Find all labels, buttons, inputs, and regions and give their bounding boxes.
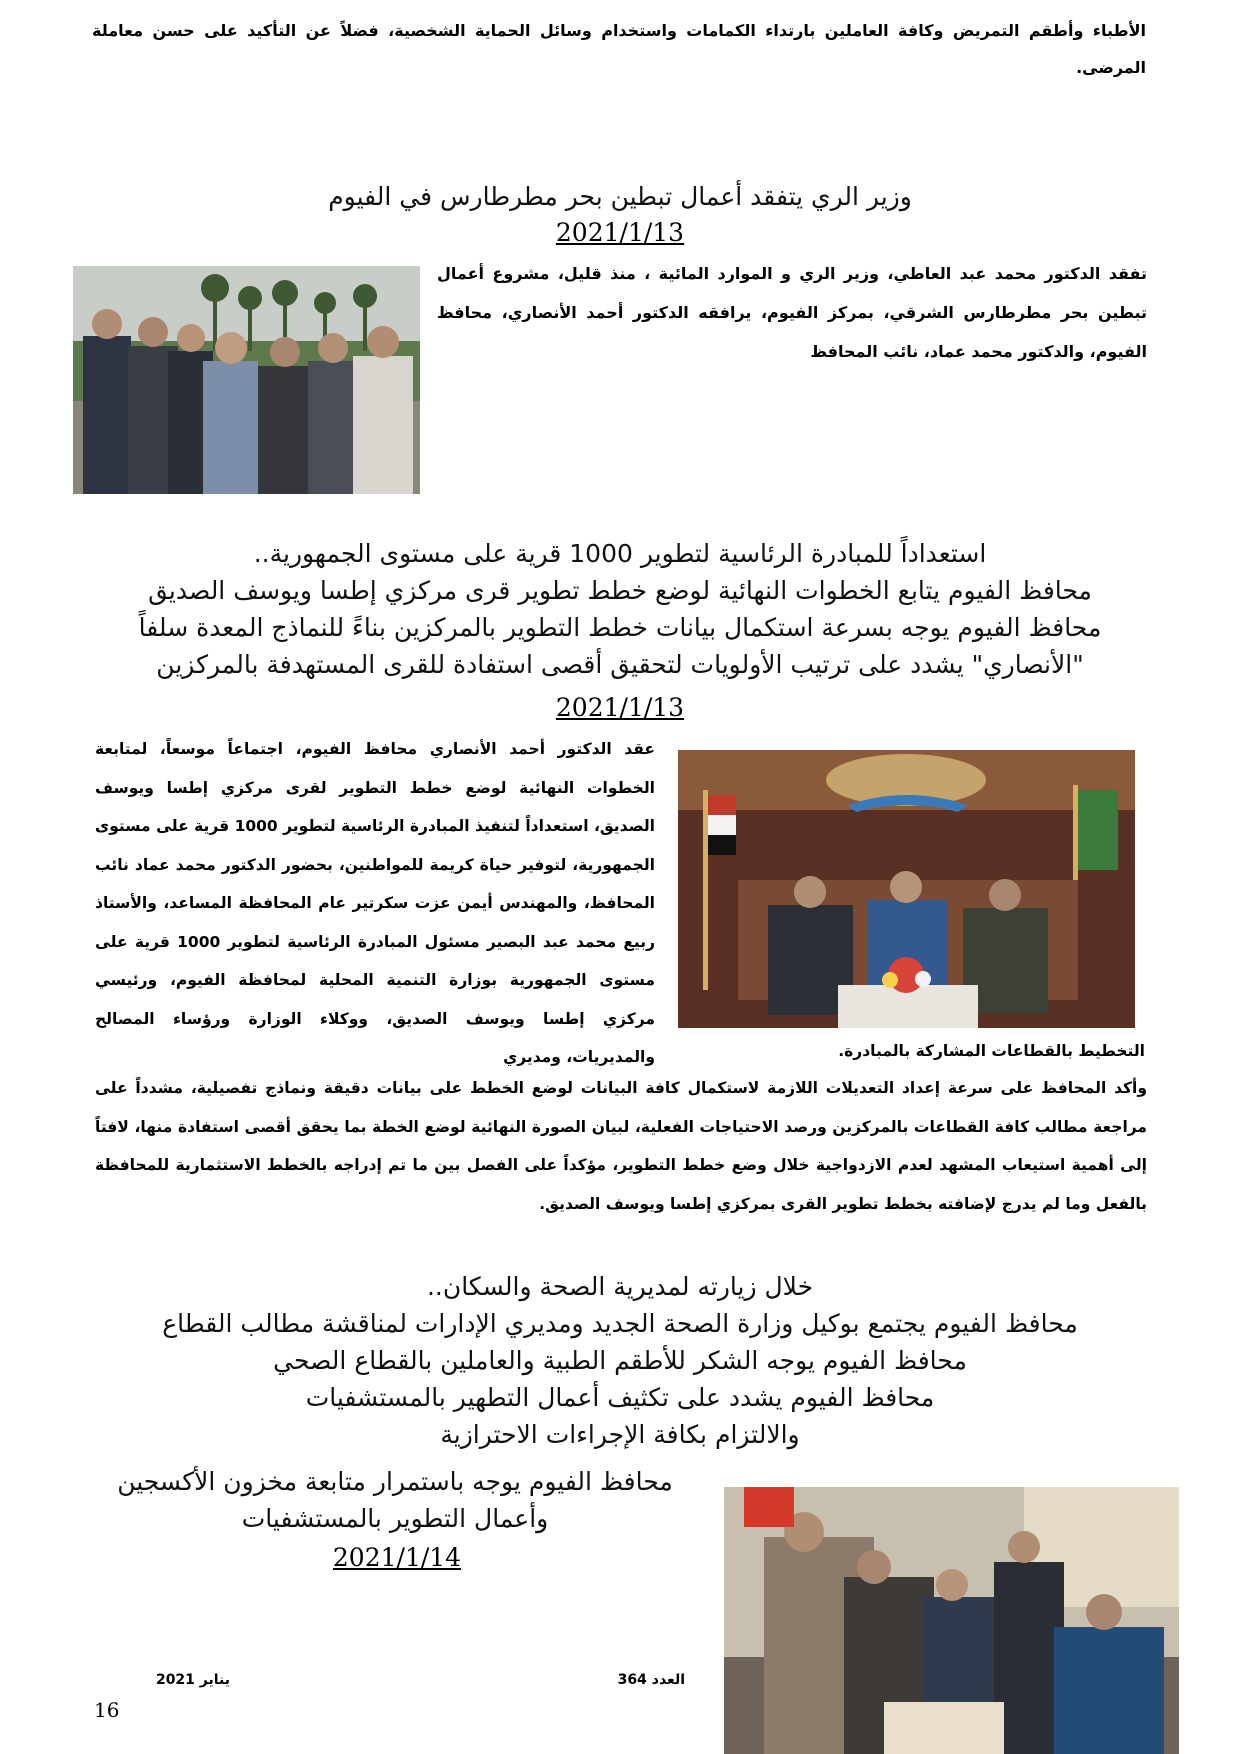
article2-headlines <box>100 535 1140 683</box>
article2-headline-2: محافظ الفيوم يتابع الخطوات النهائية لوضع خطط تطوير قرى مركزي إطسا ويوسف الصديق <box>148 576 1092 605</box>
article2-headline-3: محافظ الفيوم يوجه بسرعة استكمال بيانات خطط التطوير بالمركزين بناءً للنماذج المعدة سلفاً <box>138 613 1102 642</box>
article2-date: 2021/1/13 <box>555 693 685 722</box>
article1-title: وزير الري يتفقد أعمال تبطين بحر مطرطارس في الفيوم <box>328 182 912 211</box>
article1-photo <box>73 266 420 494</box>
article3-headline-2: محافظ الفيوم يجتمع بوكيل وزارة الصحة الجديد ومديري الإدارات لمناقشة مطالب القطاع <box>162 1309 1078 1338</box>
article2-headline-1: استعداداً للمبادرة الرئاسية لتطوير 1000 قرية على مستوى الجمهورية.. <box>253 539 987 568</box>
article3-side-headline: محافظ الفيوم يوجه باستمرار متابعة مخزون الأكسجين وأعمال التطوير بالمستشفيات <box>117 1467 673 1533</box>
footer-month: يناير 2021 <box>155 1672 230 1688</box>
article3-photo <box>724 1487 1179 1754</box>
article2-body-part1: عقد الدكتور أحمد الأنصاري محافظ الفيوم، اجتماعاً موسعاً، لمتابعة الخطوات النهائية لوضع خطط التطوير لقرى مركزي إطسا ويوسف الصديق، استعداداً لتنفيذ المبادرة الرئاسية لتطوير 1000 قرية على مستوى الجمهورية، لتوفير حياة كريمة للمواطنين، بحضور الدكتور محمد عماد نائب المحافظ، والمهندس أيمن عزت سكرتير عام المحافظة المساعد، والأستاذ ربيع محمد عبد البصير مسئول المبادرة الرئاسية لتطوير 1000 قرية على مستوى الجمهورية بوزارة التنمية المحلية لمحافظة الفيوم، ورئيسي مركزي إطسا ويوسف الصديق، ووكلاء الوزارة ورؤساء المصالح والمديريات، ومديري <box>95 740 656 1066</box>
article1-body: تفقد الدكتور محمد عبد العاطي، وزير الري و الموارد المائية ، منذ قليل، مشروع أعمال تبطين بحر مطرطارس الشرقي، بمركز الفيوم، يرافقه الدكتور أحمد الأنصاري، محافظ الفيوم، والدكتور محمد عماد، نائب المحافظ <box>437 264 1147 361</box>
article2-body-part1-tail: التخطيط بالقطاعات المشاركة بالمبادرة. <box>838 1042 1145 1060</box>
article3-headline-1: خلال زيارته لمديرية الصحة والسكان.. <box>426 1272 814 1301</box>
article3-headline-3: محافظ الفيوم يوجه الشكر للأطقم الطبية والعاملين بالقطاع الصحي <box>273 1346 967 1375</box>
article3-headline-4: محافظ الفيوم يشدد على تكثيف أعمال التطهير بالمستشفيات والالتزام بكافة الإجراءات الاحترازية <box>305 1383 935 1449</box>
intro-paragraph: الأطباء وأطقم التمريض وكافة العاملين بارتداء الكمامات واستخدام وسائل الحماية الشخصية، فضلاً عن التأكيد على حسن معاملة المرضى. <box>92 21 1146 77</box>
article2-photo <box>678 750 1135 1028</box>
article2-body-part2: وأكد المحافظ على سرعة إعداد التعديلات اللازمة لاستكمال كافة البيانات لوضع الخطط على بيانات دقيقة ونماذج تفصيلية، مشدداً على مراجعة مطالب كافة القطاعات بالمركزين ورصد الاحتياجات الفعلية، لبيان الصورة النهائية لوضع الخطة بما يحقق أقصى استفادة منها، لافتاً إلى أهمية استيعاب المشهد لعدم الازدواجية خلال وضع خطط التطوير، مؤكداً على الفصل بين ما تم إدراجه بالخطط الاستثمارية للمحافظة بالفعل وما لم يدرج لإضافته بخطط تطوير القرى بمركزي إطسا ويوسف الصديق. <box>95 1079 1147 1213</box>
page-number: 16 <box>94 1698 120 1722</box>
article2-headline-4: "الأنصاري" يشدد على ترتيب الأولويات لتحقيق أقصى استفادة للقرى المستهدفة بالمركزين <box>156 650 1084 679</box>
footer-issue: العدد 364 <box>617 1672 685 1688</box>
article3-date: 2021/1/14 <box>332 1543 462 1572</box>
article3-headlines <box>110 1268 1130 1453</box>
article1-date: 2021/1/13 <box>555 218 685 247</box>
